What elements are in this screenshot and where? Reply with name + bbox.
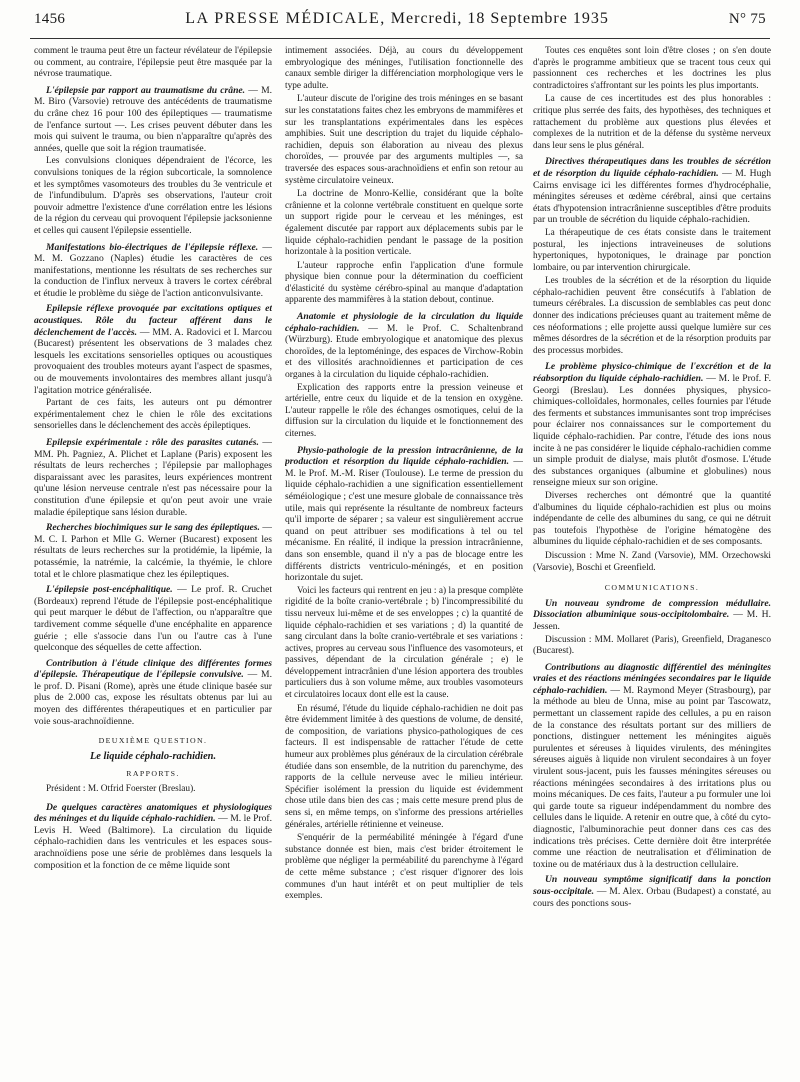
- paragraph: Toutes ces enquêtes sont loin d'être closes ; on s'en doute d'après le programme ambitieux que se tracent tous ceux qui passionnent ces recherches et les doctrines les plus contradictoires s'affrontant sur les points les plus importants.: [533, 46, 771, 91]
- article-heading: [533, 662, 771, 871]
- paragraph: La doctrine de Monro-Kellie, considérant que la boîte crânienne et la colonne vertébrale constituent en quelque sorte un support rigide pour le cerveau et les méninges, est également discutée par rapport aux déplacements subis par le liquide céphalo-rachidien pendant le passage de la position horizontale à la position verticale.: [285, 189, 523, 258]
- article-heading: [285, 445, 523, 584]
- article-title: Epilepsie expérimentale : rôle des parasites cutanés.: [46, 437, 259, 448]
- paragraph: La cause de ces incertitudes est des plus honorables : critique plus serrée des faits, des hypothèses, des techniques et rattachement du problème aux questions plus élevées et complexes de la nutrition et de la défense du système nerveux dans leur sens le plus général.: [533, 94, 771, 151]
- section-label: COMMUNICATIONS.: [604, 583, 700, 593]
- article-body: — MM. Ph. Pagniez, A. Plichet et Laplane (Paris) exposent les résultats de leurs recherches ; l'épilepsie par mallophages disparaissant avec les parasites, leurs expériences montrent qu'une lésion nerveuse centrale n'est pas nécessaire pour la constitution d'une épilepsie et qu'on peut avoir une vraie maladie épileptique sans lésion durable.: [34, 437, 272, 518]
- paragraph: L'auteur rapproche enfin l'application d'une formule physique bien connue pour la détermination du coefficient d'élasticité du système cérébro-spinal au manque d'adaptation apparente des mammifères à la station debout, continue.: [285, 260, 523, 306]
- paragraph: intimement associées. Déjà, au cours du développement embryologique des méninges, l'utilisation fonctionnelle des canaux semble diriger la différenciation morphologique vers le type adulte.: [285, 46, 523, 91]
- article-heading: [34, 802, 272, 872]
- paragraph: Les convulsions cloniques dépendraient de l'écorce, les convulsions toniques de la région subcorticale, la somnolence et les symptômes vasomoteurs des troubles du 3e ventricule et de l'infundibulum. D'après ses observations, l'auteur croit pouvoir admettre l'existence d'une corrélation entre les lésions de la région du cerveau qui provoquent l'épilepsie jacksonienne et celles qui causent l'épilepsie essentielle.: [34, 156, 272, 236]
- discussion-line: Discussion : Mme N. Zand (Varsovie), MM. Orzechowski (Varsovie), Boschi et Greenfield.: [533, 550, 771, 573]
- article-heading: [34, 303, 272, 396]
- article-title: Directives thérapeutiques dans les troubles de sécrétion et de résorption du liquide céphalo-rachidien.: [533, 156, 771, 179]
- article-heading: [533, 361, 771, 489]
- section-title: Le liquide céphalo-rachidien.: [89, 750, 217, 762]
- article-heading: [34, 584, 272, 654]
- paragraph: Partant de ces faits, les auteurs ont pu démontrer expérimentalement chez le chien le rôle des excitations sensorielles dans le déclenchement des accès épileptiques.: [34, 398, 272, 432]
- article-title: Le problème physico-chimique de l'excrétion et de la réabsorption du liquide céphalo-rachidien.: [533, 361, 771, 385]
- page-number: 1456: [34, 11, 66, 27]
- article-body: — M. le Prof. C. Schaltenbrand (Würzburg). Etude embryologique et anatomique des plexus choroïdes, de la leptoméninge, des espaces de Virchow-Robin et des villosités arachnoïdiennes et participation de ces organes à la circulation du liquide céphalo-rachidien.: [285, 322, 523, 381]
- paragraph: La thérapeutique de ces états consiste dans le traitement postural, les injections intraveineuses de solutions hypertoniques, hypotoniques, le drainage par ponction lombaire, ou par intervention chirurgicale.: [533, 227, 771, 273]
- article-heading: [533, 874, 771, 909]
- article-title: Un nouveau syndrome de compression médullaire. Dissociation albuminique sous-occipitolombaire.: [533, 597, 771, 621]
- discussion-line: Discussion : MM. Mollaret (Paris), Greenfield, Draganesco (Bucarest).: [533, 634, 771, 657]
- issue-number: N° 75: [728, 11, 766, 27]
- paragraph: Explication des rapports entre la pression veineuse et artérielle, entre ceux du liquide et de la tension en oxygène. L'auteur rappelle le rôle des échanges osmotiques, celui de la diffusion sur la circulation du liquide et le fonctionnement des citernes.: [285, 382, 523, 439]
- section-label: DEUXIÈME QUESTION.: [98, 736, 208, 746]
- paragraph: Les troubles de la sécrétion et de la résorption du liquide céphalo-rachidien peuvent être consécutifs à l'ablation de tumeurs cérébrales. La discussion de semblables cas peut donc donner des indications précieuses quant au traitement même de ces néoformations ; elle projette aussi quelque lumière sur ces mêmes désordres de la sécrétion et de la résorption produits par des processus morbides.: [533, 276, 771, 356]
- article-heading: [34, 437, 272, 518]
- paragraph: L'auteur discute de l'origine des trois méninges en se basant sur les constatations faites chez les embryons de mammifères et sur les transplantations expérimentales dans les espèces amphibies. Suit une description du trajet du liquide céphalo-rachidien, depuis son élaboration au niveau des plexus choroïdes, — prouvée par des arguments multiples —, sa traversée des espaces sous-arachnoïdiens et enfin son retour au système circulatoire veineux.: [285, 94, 523, 186]
- paragraph: Voici les facteurs qui rentrent en jeu : a) la presque complète rigidité de la boîte cranio-vertébrale ; b) l'incompressibilité du tissu nerveux lui-même et de ses enveloppes ; c) la quantité de liquide céphalo-rachidien et ses variations ; d) la quantité de sang circulant dans la boîte cranio-vertébrale et ses variations : actives, propres au cerveau sous l'influence des vasomoteurs, et passives, dépendant de la circulation générale ; e) le développement intracrânien d'une lésion apportera des troubles particuliers dus à son volume même, aux troubles vasomoteurs et circulatoires locaux dont elle est la cause.: [285, 585, 523, 701]
- article-heading: [533, 156, 771, 226]
- article-heading: [533, 598, 771, 633]
- article-body: — M. C. I. Parhon et Mlle G. Werner (Bucarest) exposent les résultats de leurs recherches sur la protidémie, la lipémie, la potassémie, la natrémie, la calcémie, la thyémie, le chlore total et le chlore plasmatique chez les épileptiques.: [34, 522, 272, 580]
- article-title: De quelques caractères anatomiques et physiologiques des méninges et du liquide céphalo-rachidien.: [34, 801, 272, 825]
- paragraph: Diverses recherches ont démontré que la quantité d'albumines du liquide céphalo-rachidien est plus ou moins indépendante de celle des albumines du sang, ce qui ne détruit pas toutefois l'hypothèse de l'origine hématogène des albumines du liquide céphalo-rachidien et de ses composants.: [533, 490, 771, 548]
- article-title: Contribution à l'étude clinique des différentes formes d'épilepsie. Thérapeutique de l'épilepsie convulsive.: [34, 657, 272, 681]
- article-body: — M. M. Biro (Varsovie) retrouve des antécédents de traumatisme du crâne chez 16 pour 100 des épileptiques — traumatisme de l'enfance surtout —. Les crises peuvent débuter dans les mois qui suivent le trauma, ou bien n'apparaître qu'après des années, quelle que soit la région traumatisée.: [34, 84, 272, 154]
- article-title: Physio-pathologie de la pression intracrânienne, de la production et résorption du liquide céphalo-rachidien.: [285, 444, 523, 468]
- article-heading: [34, 522, 272, 580]
- article-body: — M. le prof. D. Pisani (Rome), après une étude clinique basée sur plus de 2.000 cas, expose les résultats obtenus par lui au moyen des différentes thérapeutiques et en particulier par voie sous-arachnoïdienne.: [34, 669, 272, 727]
- article-body: — M. Hugh Cairns envisage ici les différentes formes d'hydrocéphalie, méningites séreuses et œdème cérébral, ainsi que certains états d'hypotension intracrânienne susceptibles d'être produits par un trouble de sécrétion du liquide céphalo-rachidien.: [533, 167, 771, 226]
- article-body: — MM. A. Radovici et I. Marcou (Bucarest) présentent les observations de 3 malades chez lesquels les excitations sensorielles optiques ou acoustiques provoquaient des troubles moteurs ayant l'aspect de spasmes, ou de mouvements involontaires des membres allant jusqu'à l'agitation motrice généralisée.: [34, 326, 272, 396]
- article-title: Epilepsie réflexe provoquée par excitations optiques et acoustiques. Rôle du facteur afférent dans le déclenchement de l'accès.: [34, 303, 272, 338]
- article-body: — M. le Prof. Levis H. Weed (Baltimore). La circulation du liquide céphalo-rachidien dans les ventricules et les espaces sous-arachnoïdiens pose une série de problèmes dans lesquels la composition et la fonction de ce même liquide sont: [34, 813, 272, 871]
- article-body: — M. le Prof. M.-M. Riser (Toulouse). Le terme de pression du liquide céphalo-rachidien a une signification essentiellement séméiologique ; c'est une mesure globale de connaissance très utile, mais qui représente la résultante de nombreux facteurs qu'il importe de séparer ; sa valeur est singulièrement accrue quand on peut attribuer ses modifications à tel ou tel mécanisme. En réalité, il indique la pression intracrânienne, dans son ensemble, quand il n'y a pas de blocage entre les différents districts ventriculo-méningés, et en position horizontale du sujet.: [285, 456, 523, 584]
- paragraph: comment le trauma peut être un facteur révélateur de l'épilepsie ou comment, au contraire, l'épilepsie peut être masquée par la névrose traumatique.: [34, 46, 272, 80]
- masthead: [65, 10, 729, 28]
- article-title: Manifestations bio-électriques de l'épilepsie réflexe.: [46, 241, 259, 253]
- article-title: Contributions au diagnostic différentiel des méningites vraies et des réactions méningées secondaires par le liquide céphalo-rachidien.: [533, 661, 771, 696]
- article-heading: [34, 85, 272, 155]
- article-title: L'épilepsie post-encéphalitique.: [46, 584, 173, 596]
- article-body: — Le prof. R. Cruchet (Bordeaux) reprend l'étude de l'épilepsie post-encéphalitique qui peut marquer le début de l'affection, ou n'apparaître que tardivement comme séquelle d'une encéphalite en apparence guérie ; elle s'associe dans l'un ou l'autre cas à l'une quelconque des séquelles de cette affection.: [34, 584, 272, 654]
- column-middle: [285, 46, 523, 1076]
- article-heading: [285, 311, 523, 381]
- article-title: Recherches biochimiques sur le sang des épileptiques.: [46, 522, 260, 534]
- article-title: L'épilepsie par rapport au traumatisme du crâne.: [46, 84, 246, 96]
- article-body: — M. le Prof. F. Georgi (Breslau). Les données physiques, physico-chimiques-colloïdales, hormonales, celles fournies par l'étude des ferments et substances immunisantes sont trop imprécises pour éclairer nos connaissances sur le comportement du liquide céphalo-rachidien. Par contre, l'étude des ions nous incite à ne pas considérer le liquide céphalo-rachidien comme un simple produit de dialyse, mais plutôt d'osmose. L'étude des substances organiques (albumine et globulines) nous renseigne mieux sur son origine.: [533, 373, 771, 489]
- journal-title: LA PRESSE MÉDICALE,: [185, 10, 386, 27]
- article-title: Anatomie et physiologie de la circulation du liquide céphalo-rachidien.: [285, 311, 523, 334]
- page-header: [34, 10, 766, 36]
- article-body: — M. Alex. Orbau (Budapest) a constaté, au cours des ponctions sous-: [533, 885, 771, 909]
- header-rule: [30, 38, 770, 39]
- issue-date: Mercredi, 18 Septembre 1935: [390, 10, 609, 27]
- article-heading: [34, 658, 272, 728]
- article-title: Un nouveau symptôme significatif dans la ponction sous-occipitale.: [533, 874, 771, 897]
- article-heading: [34, 242, 272, 300]
- paragraph: S'enquérir de la perméabilité méningée à l'égard d'une substance donnée est bien, mais c'est brider étroitement le problème que négliger la perméabilité du parenchyme à l'égard de cette même substance ; c'est risquer d'ignorer des lois communes d'un haut intérêt et on peut multiplier de tels exemples.: [285, 833, 523, 902]
- column-right: [533, 46, 771, 1076]
- column-left: [34, 46, 272, 1076]
- chairman-line: Président : M. Otfrid Foerster (Breslau).: [46, 784, 196, 795]
- article-body: — M. H. Jessen.: [533, 609, 771, 632]
- paragraph: En résumé, l'étude du liquide céphalo-rachidien ne doit pas être évidemment limitée à des questions de volume, de densité, de composition, de variations physico-pathologiques de ces facteurs. Il est indispensable de rattacher l'étude de cette humeur aux problèmes plus généraux de la circulation cérébrale étudiée dans son ensemble, de la nutrition du parenchyme, des rapports de la cellule nerveuse avec le milieu intérieur. Spécifier isolément la pression du liquide est évidemment chose utile dans bien des cas ; mais cette mesure prend plus de sens si, en même temps, on s'informe des pressions artérielles générales, artérielle rétinienne et veineuse.: [285, 703, 523, 830]
- section-subtitle: RAPPORTS.: [126, 769, 180, 779]
- article-body: — M. M. Gozzano (Naples) étudie les caractères de ces manifestations, mentionne les résultats de ses recherches sur la conduction de l'influx nerveux à travers le cortex cérébral et étudie le problème du siège de l'action anticonvulsivante.: [34, 241, 272, 299]
- article-body: — M. Raymond Meyer (Strasbourg), par la méthode au bleu de Unna, mise au point par Tascowatz, permettant un classement rapide des cellules, a pu en raison de la constance des résultats portant sur des milliers de ponctions, distinguer nettement les méningites aiguës purulentes et séreuses à liquides virulents, des méningites séreuses aiguës à liquide non virulent secondaires à un foyer virulent sous-jacent, puis les fausses méningites séreuses ou réactions méningées secondaires à des irritations plus ou moins mécaniques. De ces faits, l'auteur a pu formuler une loi qui garde toute sa rigueur indépendamment du nombre des cellules dans le liquide. A retenir en outre que, à côté du cyto-diagnostic, l'albuminorachie peut donner dans ces cas des indications très précises. Cette dernière doit être interprétée comme une réaction de neutralisation et d'élimination de toxine ou de matériaux dus à la destruction cellulaire.: [533, 684, 771, 870]
